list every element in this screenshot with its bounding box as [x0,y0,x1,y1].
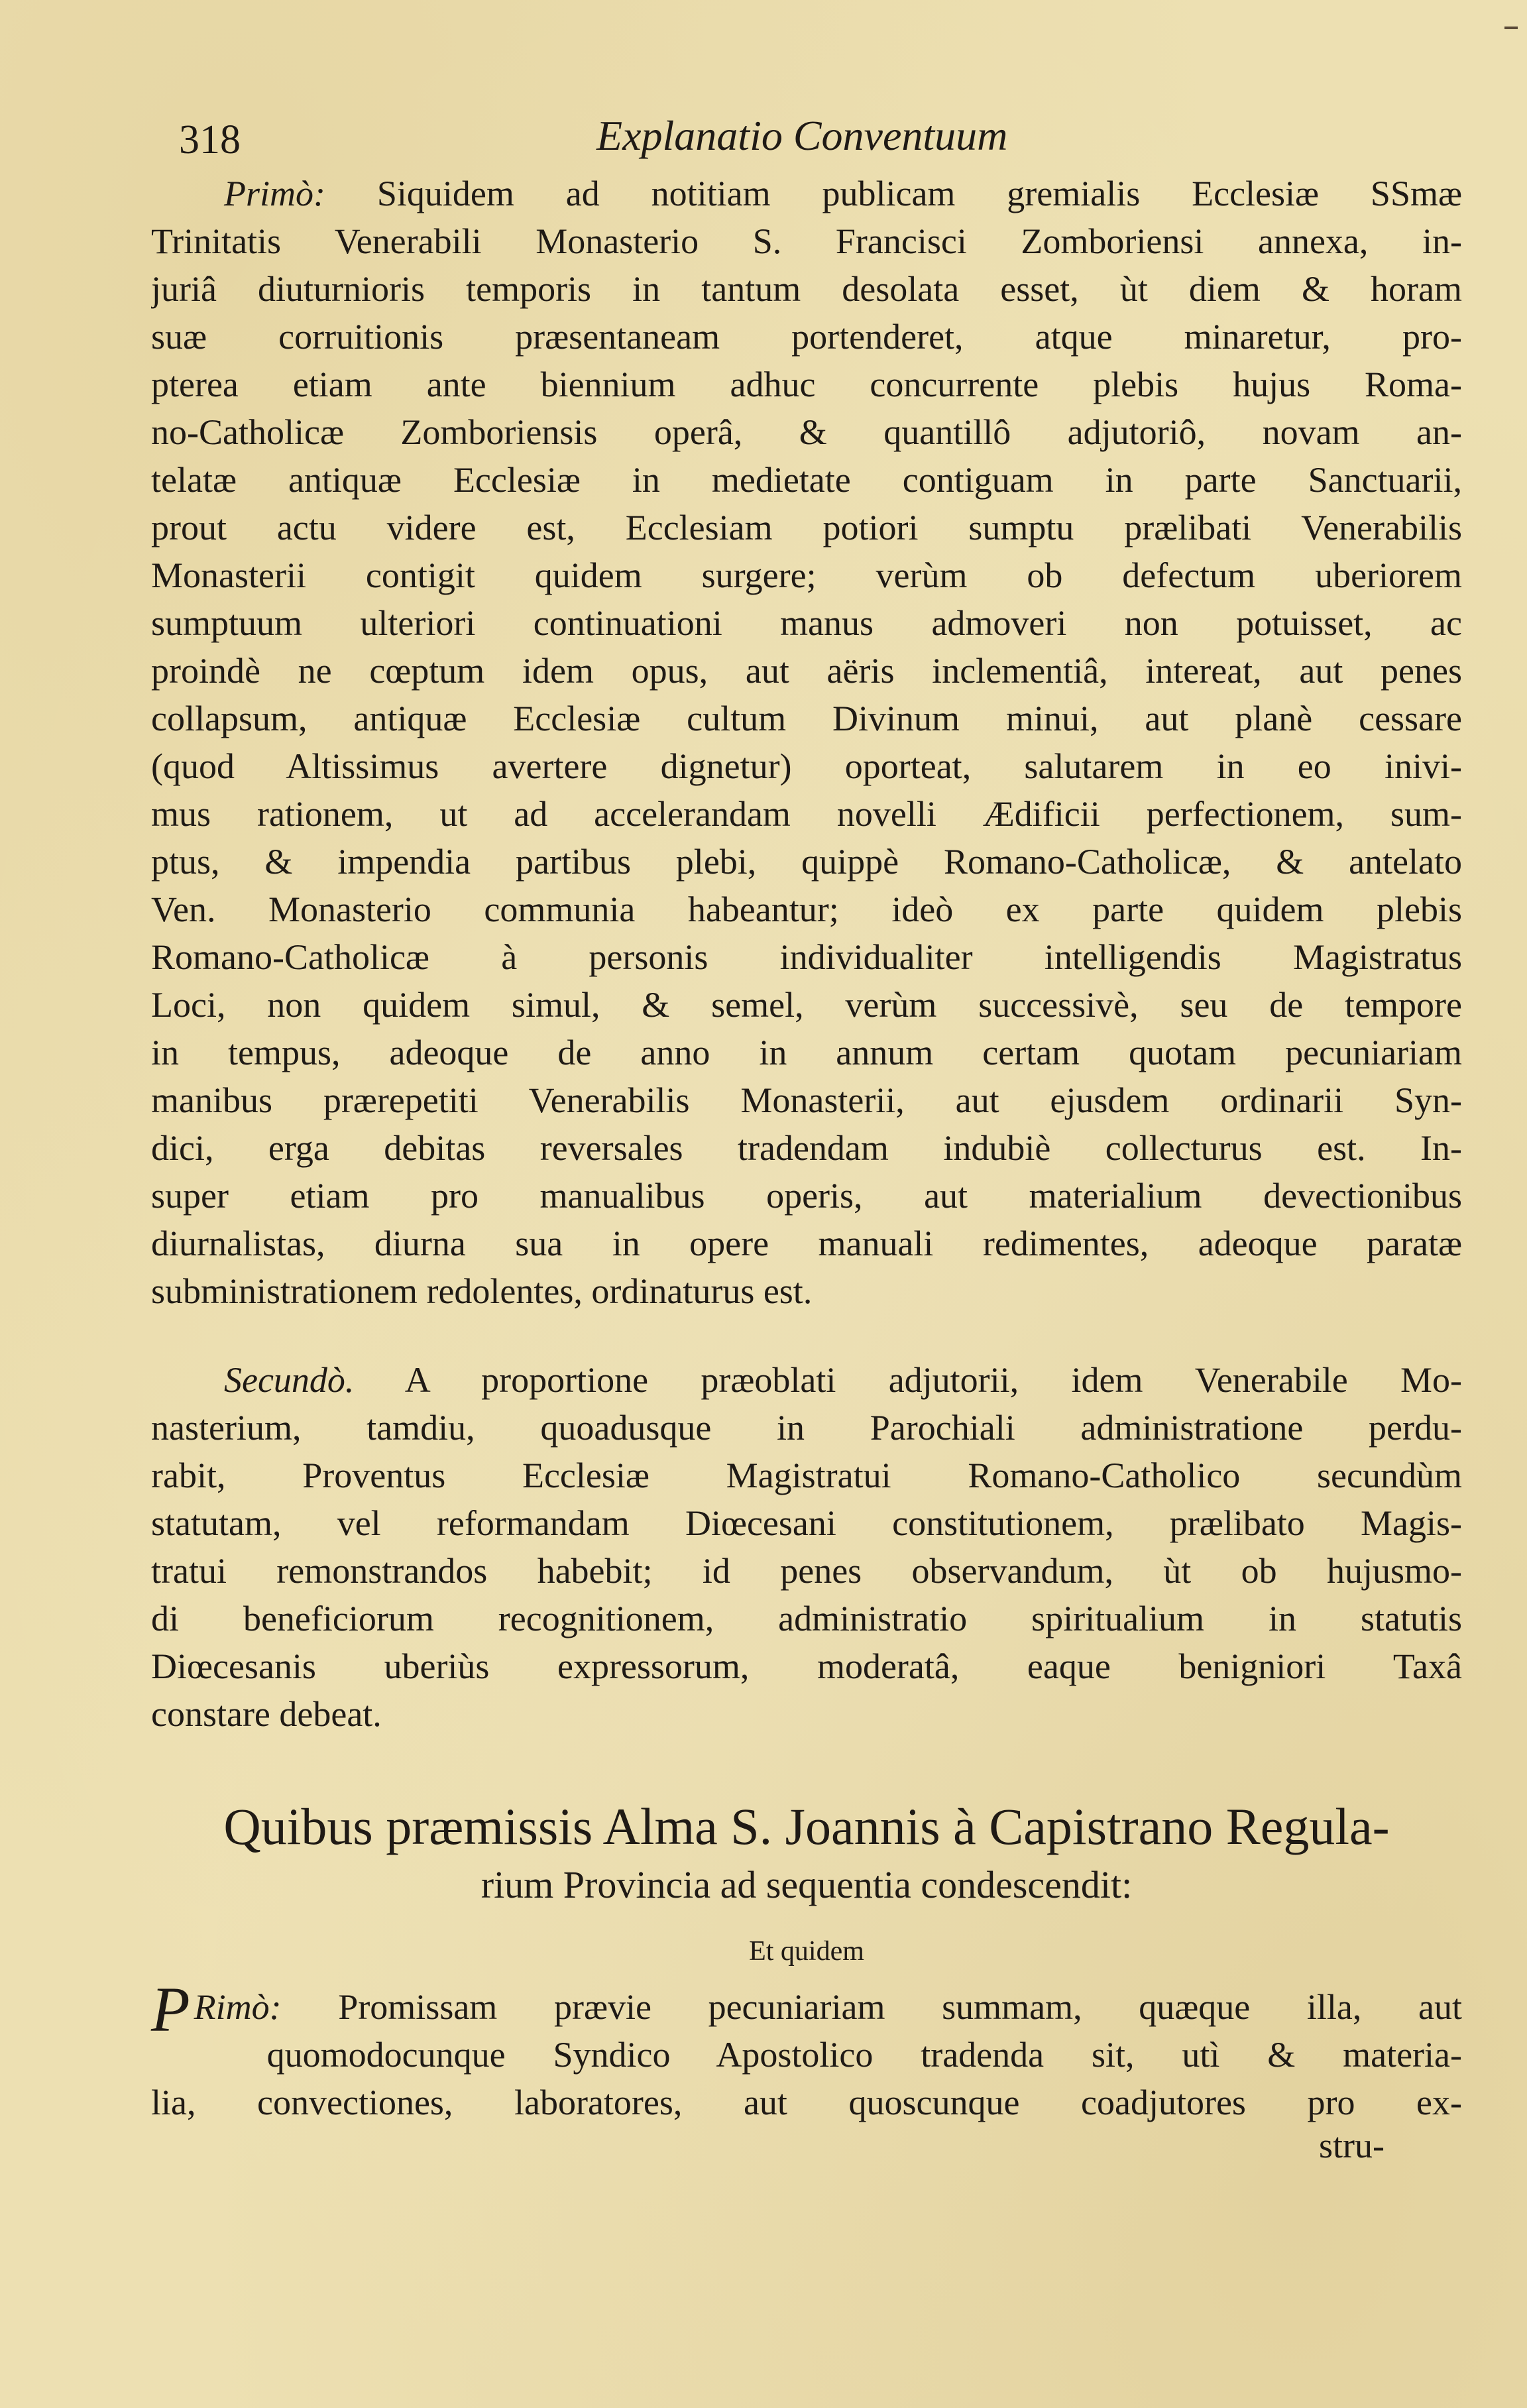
paragraph-lead: Primò: [224,174,325,213]
text-line: Romano-Catholicæ à personis individualiter intelligendis Magistratus [151,937,1462,977]
text-line: sumptuum ulteriori continuationi manus admoveri non potuisset, ac [151,603,1462,643]
text-line: Monasterii contigit quidem surgere; verùm ob defectum uberiorem [151,555,1462,595]
text-line: collapsum, antiquæ Ecclesiæ cultum Divinum minui, aut planè cessare [151,699,1462,738]
text-line: telatæ antiquæ Ecclesiæ in medietate contiguam in parte Sanctuarii, [151,460,1462,500]
running-head: Explanatio Conventuum [596,112,1008,159]
line-text: Promissam prævie pecuniariam summam, quæque illa, aut [338,1987,1463,2027]
text-line: Trinitatis Venerabili Monasterio S. Francisci Zomboriensi annexa, in- [151,221,1462,261]
heading-line: rium Provincia ad sequentia condescendit: [481,1863,1133,1906]
drop-cap: P [151,1974,190,2045]
page-number: 318 [179,117,241,162]
text-line [151,170,1462,217]
paragraph-lead: Rimò: [194,1987,282,2027]
section-heading [151,1794,1462,1910]
catchword: stru- [1319,2126,1385,2165]
text-line: suæ corruitionis præsentaneam portenderet, atque minaretur, pro- [151,317,1462,357]
text-line: statutam, vel reformandam Diœcesani constitutionem, prælibato Magis- [151,1503,1462,1543]
line-text: Siquidem ad notitiam publicam gremialis Ecclesiæ SSmæ [376,174,1462,213]
paragraph-primo [151,170,1462,1315]
paragraph-rimo [151,1974,1463,2126]
text-line: ptus, & impendia partibus plebi, quippè Romano-Catholicæ, & antelato [151,842,1462,882]
text-line [151,1356,1462,1404]
text-line: juriâ diuturnioris temporis in tantum desolata esset, ùt diem & horam [151,269,1462,309]
text-line: (quod Altissimus avertere dignetur) oporteat, salutarem in eo inivi- [151,746,1462,786]
text-line: rabit, Proventus Ecclesiæ Magistratui Romano-Catholico secundùm [151,1456,1462,1495]
text-line: di beneficiorum recognitionem, administratio spiritualium in statutis [151,1599,1462,1638]
text-line: quomodocunque Syndico Apostolico tradenda sit, utì & materia- [266,2035,1462,2075]
text-line: subministrationem redolentes, ordinaturus est. [151,1271,813,1311]
text-line: manibus prærepetiti Venerabilis Monasterii, aut ejusdem ordinarii Syn- [151,1080,1462,1120]
text-line: in tempus, adeoque de anno in annum certam quotam pecuniariam [151,1033,1462,1072]
text-line: prout actu videre est, Ecclesiam potiori sumptu prælibati Venerabilis [151,508,1462,547]
text-line: proindè ne cœptum idem opus, aut aëris inclementiâ, intereat, aut penes [151,651,1462,691]
paragraph-lead: Secundò. [224,1360,355,1400]
text-line: super etiam pro manualibus operis, aut materialium devectionibus [151,1176,1462,1216]
text-line: lia, convectiones, laboratores, aut quoscunque coadjutores pro ex- [151,2083,1462,2122]
heading-line: Quibus præmissis Alma S. Joannis à Capistrano Regula- [223,1798,1390,1855]
text-line: diurnalistas, diurna sua in opere manuali redimentes, adeoque paratæ [151,1224,1462,1263]
text-line: constare debeat. [151,1694,382,1734]
text-line: pterea etiam ante biennium adhuc concurrente plebis hujus Roma- [151,365,1462,404]
text-line: no-Catholicæ Zomboriensis operâ, & quantillô adjutoriô, novam an- [151,412,1462,452]
text-line: tratui remonstrandos habebit; id penes observandum, ùt ob hujusmo- [151,1551,1462,1591]
text-line: dici, erga debitas reversales tradendam indubiè collecturus est. In- [151,1128,1462,1168]
text-line: nasterium, tamdiu, quoadusque in Parochiali administratione perdu- [151,1408,1462,1448]
text-line: Ven. Monasterio communia habeantur; ideò ex parte quidem plebis [151,889,1462,929]
paragraph-secundo [151,1356,1462,1738]
text-line: Diœcesanis uberiùs expressorum, moderatâ, eaque benigniori Taxâ [151,1646,1462,1686]
text-line [151,1974,1463,2045]
subheading: Et quidem [749,1936,864,1967]
text-line: mus rationem, ut ad accelerandam novelli Ædificii perfectionem, sum- [151,794,1462,834]
page-header [179,111,1458,171]
text-line: Loci, non quidem simul, & semel, verùm successivè, seu de tempore [151,985,1462,1025]
margin-mark [1504,27,1518,29]
line-text: A proportione præoblati adjutorii, idem Venerabile Mo- [404,1360,1462,1400]
